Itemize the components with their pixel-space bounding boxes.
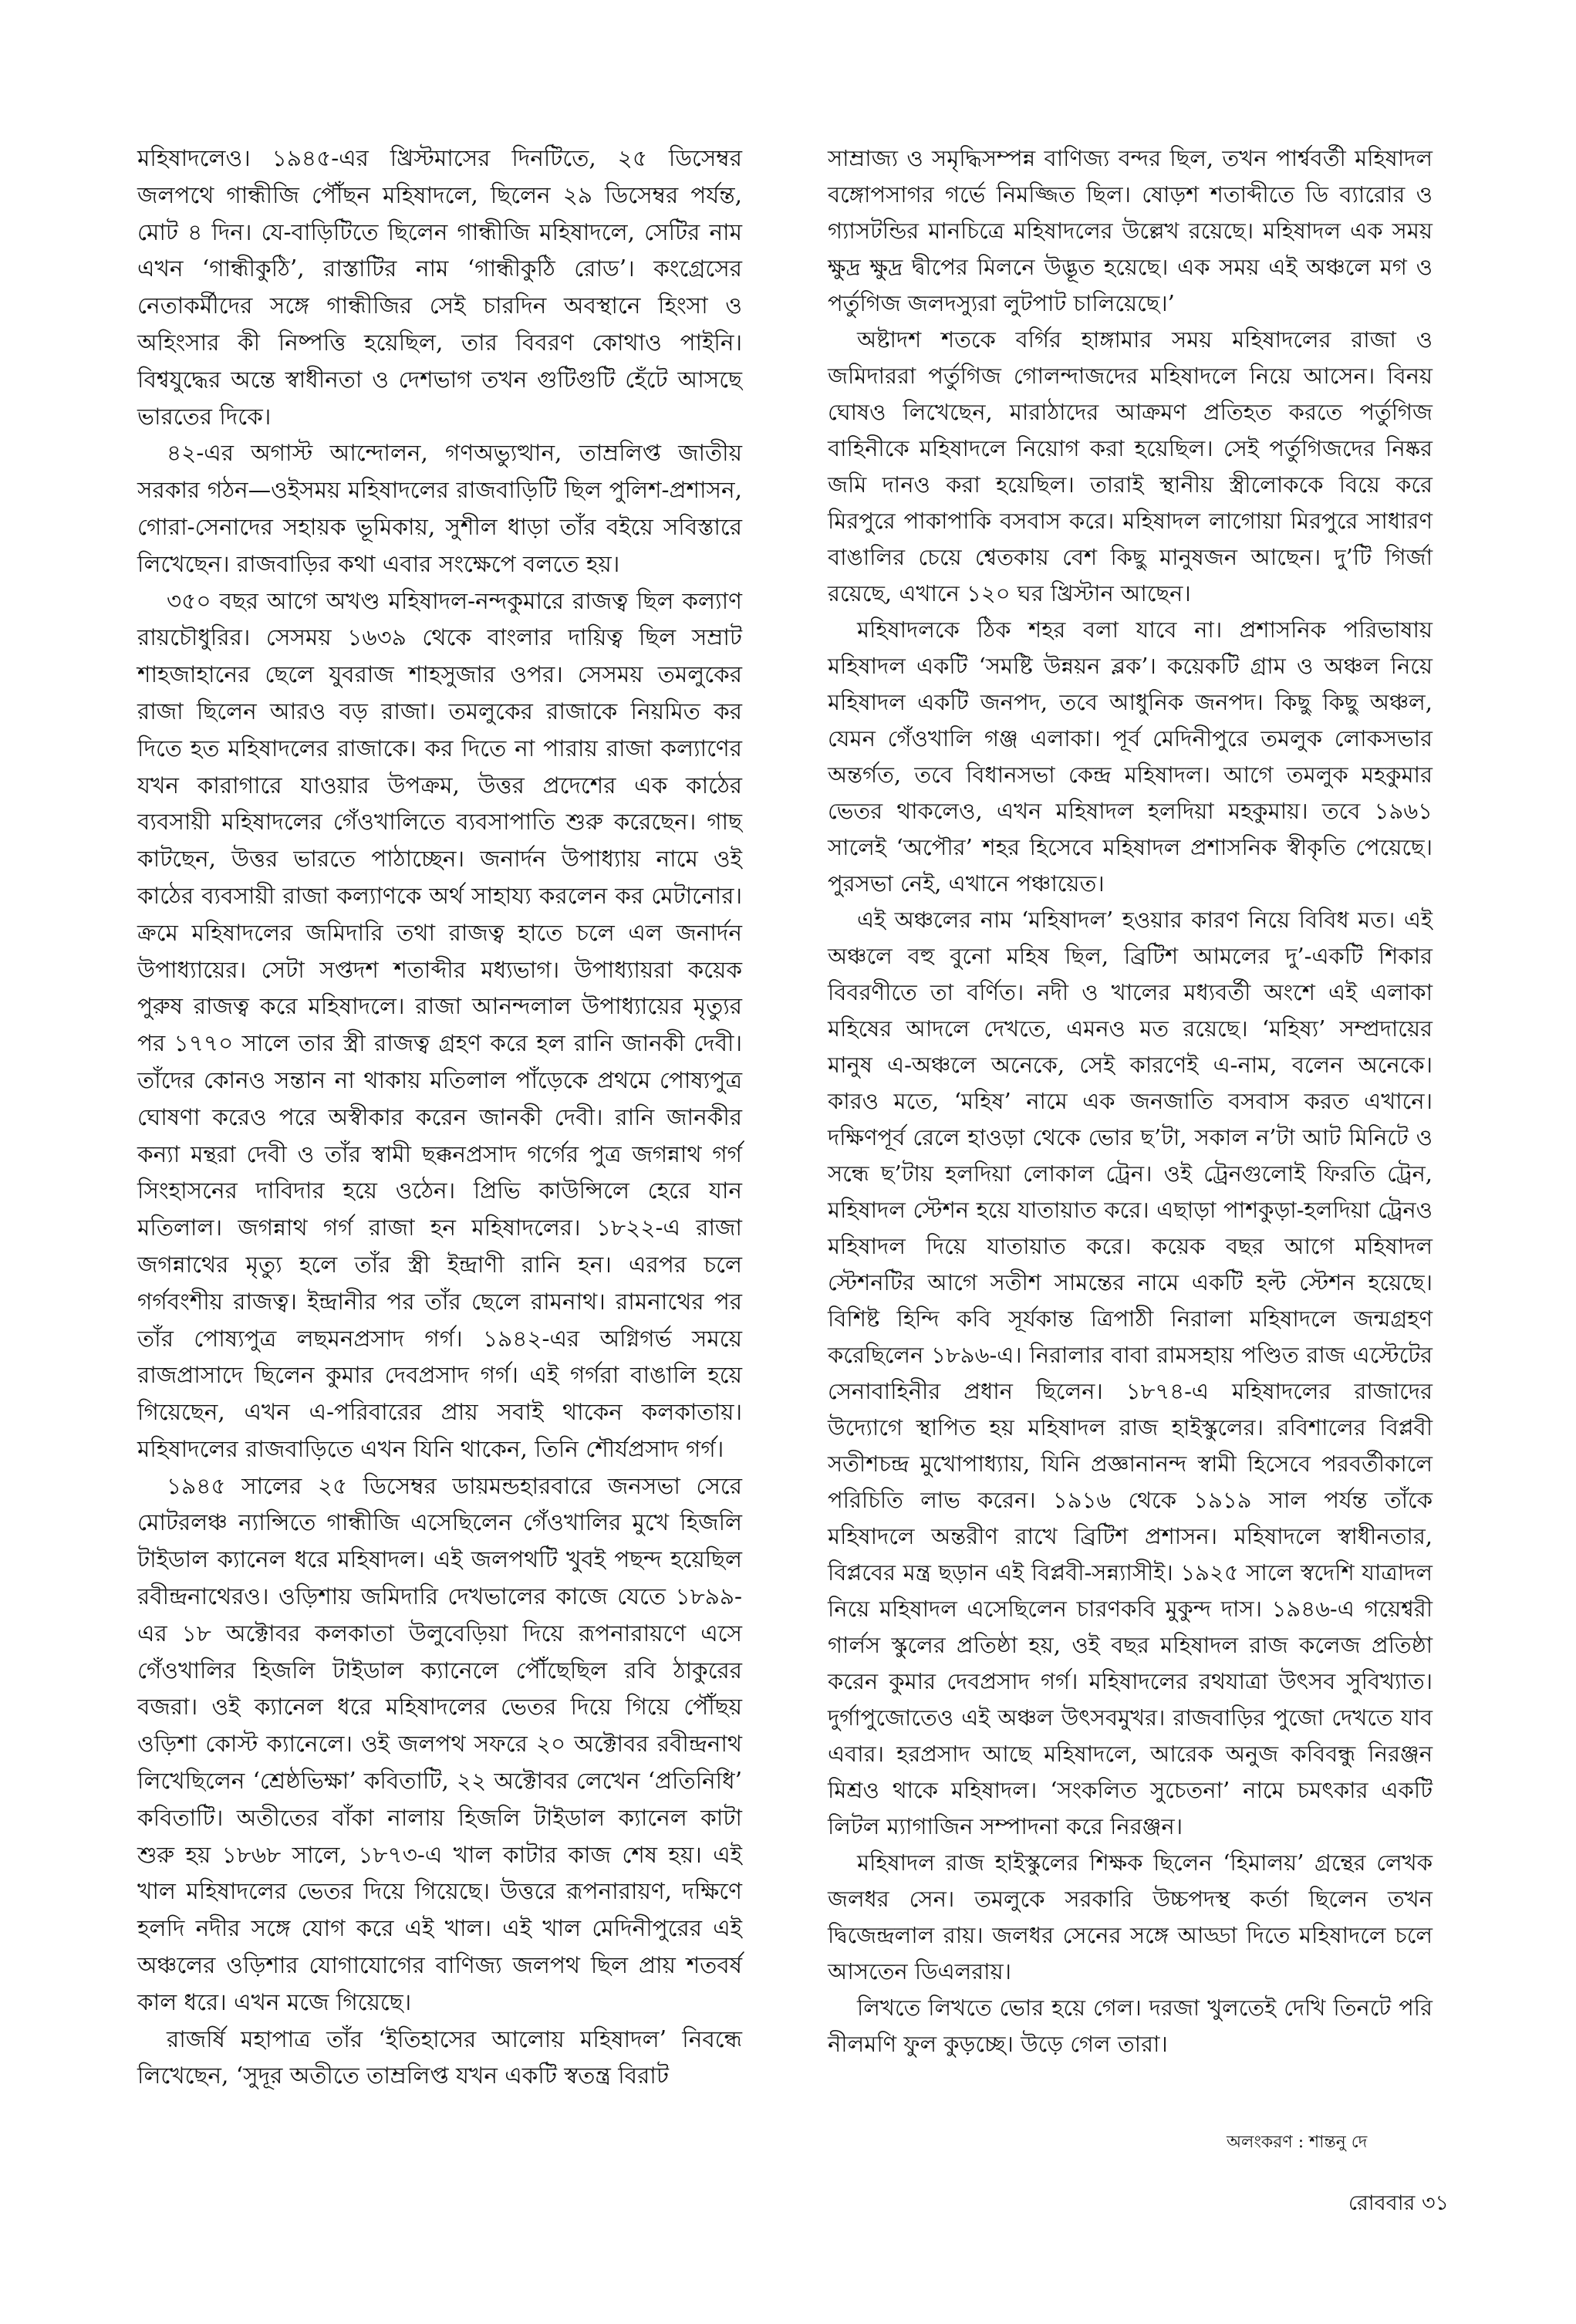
paragraph: লিখতে লিখতে ভোর হয়ে গেল। দরজা খুলতেই দেখি তিনটে পরি নীলমণি ফুল কুড়চ্ছে। উড়ে গেল তারা। bbox=[828, 1995, 1433, 2057]
paragraph: মহিষাদলকে ঠিক শহর বলা যাবে না। প্রশাসনিক পরিভাষায় মহিষাদল একটি ‘সমষ্টি উন্নয়ন ব্লক’। কয়েকটি গ্রাম ও অঞ্চল নিয়ে মহিষাদল একটি জনপদ, তবে আধুনিক জনপদ। কিছু কিছু অঞ্চল, যেমন গেঁওখালি গঞ্জ এলাকা। পূর্ব মেদিনীপুরে তমলুক লোকসভার অন্তর্গত, তবে বিধানসভা কেন্দ্র মহিষাদল। আগে তমলুক মহকুমার ভেতর থাকলেও, এখন মহিষাদল হলদিয়া মহকুমায়। তবে ১৯৬১ সালেই ‘অপৌর’ শহর হিসেবে মহিষাদল প্রশাসনিক স্বীকৃতি পেয়েছে। পুরসভা নেই, এখানে পঞ্চায়েত। bbox=[828, 616, 1433, 897]
paragraph: ৪২-এর অগাস্ট আন্দোলন, গণঅভ্যুত্থান, তাম্রলিপ্ত জাতীয় সরকার গঠন—ওইসময় মহিষাদলের রাজবাড়িটি ছিল পুলিশ-প্রশাসন, গোরা-সেনাদের সহায়ক ভূমিকায়, সুশীল ধাড়া তাঁর বইয়ে সবিস্তারে লিখেছেন। রাজবাড়ির কথা এবার সংক্ষেপে বলতে হয়। bbox=[137, 440, 742, 577]
illustration-credit: অলংকরণ : শান্তনু দে bbox=[1227, 2133, 1368, 2152]
page-footer: রোববার ৩১ bbox=[1348, 2191, 1449, 2215]
paragraph: সাম্রাজ্য ও সমৃদ্ধিসম্পন্ন বাণিজ্য বন্দর ছিল, তখন পার্শ্ববর্তী মহিষাদল বঙ্গোপসাগর গর্ভে নিমজ্জিত ছিল। ষোড়শ শতাব্দীতে ডি ব্যারোর ও গ্যাসটন্ডির মানচিত্রে মহিষাদলের উল্লেখ রয়েছে। মহিষাদল এক সময় ক্ষুদ্র ক্ষুদ্র দ্বীপের মিলনে উদ্ভূত হয়েছে। এক সময় এই অঞ্চলে মগ ও পর্তুগিজ জলদস্যুরা লুটপাট চালিয়েছে।’ bbox=[828, 145, 1433, 316]
paragraph: এই অঞ্চলের নাম ‘মহিষাদল’ হওয়ার কারণ নিয়ে বিবিধ মত। এই অঞ্চলে বহু বুনো মহিষ ছিল, ব্রিটিশ আমলের দু’-একটি শিকার বিবরণীতে তা বর্ণিত। নদী ও খালের মধ্যবর্তী অংশে এই এলাকা মহিষের আদলে দেখতে, এমনও মত রয়েছে। ‘মহিষ্য’ সম্প্রদায়ের মানুষ এ-অঞ্চলে অনেকে, সেই কারণেই এ-নাম, বলেন অনেকে। কারও মতে, ‘মহিষ’ নামে এক জনজাতি বসবাস করত এখানে। দক্ষিণপূর্ব রেলে হাওড়া থেকে ভোর ছ’টা, সকাল ন’টা আট মিনিটে ও সন্ধে ছ’টায় হলদিয়া লোকাল ট্রেন। ওই ট্রেনগুলোই ফিরতি ট্রেন, মহিষাদল স্টেশন হয়ে যাতায়াত করে। এছাড়া পাশকুড়া-হলদিয়া ট্রেনও মহিষাদল দিয়ে যাতায়াত করে। কয়েক বছর আগে মহিষাদল স্টেশনটির আগে সতীশ সামন্তের নামে একটি হল্ট স্টেশন হয়েছে। বিশিষ্ট হিন্দি কবি সূর্যকান্ত ত্রিপাঠী নিরালা মহিষাদলে জন্মগ্রহণ করেছিলেন ১৮৯৬-এ। নিরালার বাবা রামসহায় পণ্ডিত রাজ এস্টেটের সেনাবাহিনীর প্রধান ছিলেন। ১৮৭৪-এ মহিষাদলের রাজাদের উদ্যোগে স্থাপিত হয় মহিষাদল রাজ হাইস্কুলের। রবিশালের বিপ্লবী সতীশচন্দ্র মুখোপাধ্যায়, যিনি প্রজ্ঞানানন্দ স্বামী হিসেবে পরবর্তীকালে পরিচিতি লাভ করেন। ১৯১৬ থেকে ১৯১৯ সাল পর্যন্ত তাঁকে মহিষাদলে অন্তরীণ রাখে ব্রিটিশ প্রশাসন। মহিষাদলে স্বাধীনতার, বিপ্লবের মন্ত্র ছড়ান এই বিপ্লবী-সন্ন্যাসীই। ১৯২৫ সালে স্বদেশি যাত্রাদল নিয়ে মহিষাদল এসেছিলেন চারণকবি মুকুন্দ দাস। ১৯৪৬-এ গয়েশ্বরী গার্লস স্কুলের প্রতিষ্ঠা হয়, ওই বছর মহিষাদল রাজ কলেজ প্রতিষ্ঠা করেন কুমার দেবপ্রসাদ গর্গ। মহিষাদলের রথযাত্রা উৎসব সুবিখ্যাত। দুর্গাপুজোতেও এই অঞ্চল উৎসবমুখর। রাজবাড়ির পুজো দেখতে যাব এবার। হরপ্রসাদ আছে মহিষাদলে, আরেক অনুজ কবিবন্ধু নিরঞ্জন মিশ্রও থাকে মহিষাদল। ‘সংকলিত সুচেতনা’ নামে চমৎকার একটি লিটল ম্যাগাজিন সম্পাদনা করে নিরঞ্জন। bbox=[828, 907, 1433, 1839]
paragraph: অষ্টাদশ শতকে বর্গির হাঙ্গামার সময় মহিষাদলের রাজা ও জমিদাররা পর্তুগিজ গোলন্দাজদের মহিষাদলে নিয়ে আসেন। বিনয় ঘোষও লিখেছেন, মারাঠাদের আক্রমণ প্রতিহত করতে পর্তুগিজ বাহিনীকে মহিষাদলে নিয়োগ করা হয়েছিল। সেই পর্তুগিজদের নিষ্কর জমি দানও করা হয়েছিল। তারাই স্থানীয় স্ত্রীলোককে বিয়ে করে মিরপুরে পাকাপাকি বসবাস করে। মহিষাদল লাগোয়া মিরপুরে সাধারণ বাঙালির চেয়ে শ্বেতকায় বেশ কিছু মানুষজন আছেন। দু’টি গির্জা রয়েছে, এখানে ১২০ ঘর খ্রিস্টান আছেন। bbox=[828, 326, 1433, 606]
paragraph: ১৯৪৫ সালের ২৫ ডিসেম্বর ডায়মন্ডহারবারে জনসভা সেরে মোটরলঞ্চ ন্যান্সিতে গান্ধীজি এসেছিলেন গেঁওখালির মুখে হিজলি টাইডাল ক্যানেল ধরে মহিষাদল। এই জলপথটি খুবই পছন্দ হয়েছিল রবীন্দ্রনাথেরও। ওড়িশায় জমিদারি দেখভালের কাজে যেতে ১৮৯৯-এর ১৮ অক্টোবর কলকাতা উলুবেড়িয়া দিয়ে রূপনারায়ণে এসে গেঁওখালির হিজলি টাইডাল ক্যানেলে পৌঁছেছিল রবি ঠাকুরের বজরা। ওই ক্যানেল ধরে মহিষাদলের ভেতর দিয়ে গিয়ে পৌঁছয় ওড়িশা কোস্ট ক্যানেলে। ওই জলপথ সফরে ২০ অক্টোবর রবীন্দ্রনাথ লিখেছিলেন ‘শ্রেষ্ঠভিক্ষা’ কবিতাটি, ২২ অক্টোবর লেখেন ‘প্রতিনিধি’ কবিতাটি। অতীতের বাঁকা নালায় হিজলি টাইডাল ক্যানেল কাটা শুরু হয় ১৮৬৮ সালে, ১৮৭৩-এ খাল কাটার কাজ শেষ হয়। এই খাল মহিষাদলের ভেতর দিয়ে গিয়েছে। উত্তরে রূপনারায়ণ, দক্ষিণে হলদি নদীর সঙ্গে যোগ করে এই খাল। এই খাল মেদিনীপুরের এই অঞ্চলের ওড়িশার যোগাযোগের বাণিজ্য জলপথ ছিল প্রায় শতবর্ষ কাল ধরে। এখন মজে গিয়েছে। bbox=[137, 1472, 742, 2015]
paragraph: ৩৫০ বছর আগে অখণ্ড মহিষাদল-নন্দকুমারে রাজত্ব ছিল কল্যাণ রায়চৌধুরির। সেসময় ১৬৩৯ থেকে বাংলার দায়িত্ব ছিল সম্রাট শাহজাহানের ছেলে যুবরাজ শাহসুজার ওপর। সেসময় তমলুকের রাজা ছিলেন আরও বড় রাজা। তমলুকের রাজাকে নিয়মিত কর দিতে হত মহিষাদলের রাজাকে। কর দিতে না পারায় রাজা কল্যাণের যখন কারাগারে যাওয়ার উপক্রম, উত্তর প্রদেশের এক কাঠের ব্যবসায়ী মহিষাদলের গেঁওখালিতে ব্যবসাপাতি শুরু করেছেন। গাছ কাটছেন, উত্তর ভারতে পাঠাচ্ছেন। জনার্দন উপাধ্যায় নামে ওই কাঠের ব্যবসায়ী রাজা কল্যাণকে অর্থ সাহায্য করলেন কর মেটানোর। ক্রমে মহিষাদলের জমিদারি তথা রাজত্ব হাতে চলে এল জনার্দন উপাধ্যায়ের। সেটা সপ্তদশ শতাব্দীর মধ্যভাগ। উপাধ্যায়রা কয়েক পুরুষ রাজত্ব করে মহিষাদলে। রাজা আনন্দলাল উপাধ্যায়ের মৃত্যুর পর ১৭৭০ সালে তার স্ত্রী রাজত্ব গ্রহণ করে হল রানি জানকী দেবী। তাঁদের কোনও সন্তান না থাকায় মতিলাল পাঁড়েকে প্রথমে পোষ্যপুত্র ঘোষণা করেও পরে অস্বীকার করেন জানকী দেবী। রানি জানকীর কন্যা মন্থরা দেবী ও তাঁর স্বামী ছক্কনপ্রসাদ গর্গের পুত্র জগন্নাথ গর্গ সিংহাসনের দাবিদার হয়ে ওঠেন। প্রিভি কাউন্সিলে হেরে যান মতিলাল। জগন্নাথ গর্গ রাজা হন মহিষাদলের। ১৮২২-এ রাজা জগন্নাথের মৃত্যু হলে তাঁর স্ত্রী ইন্দ্রাণী রানি হন। এরপর চলে গর্গবংশীয় রাজত্ব। ইন্দ্রানীর পর তাঁর ছেলে রামনাথ। রামনাথের পর তাঁর পোষ্যপুত্র লছমনপ্রসাদ গর্গ। ১৯৪২-এর অগ্নিগর্ভ সময়ে রাজপ্রাসাদে ছিলেন কুমার দেবপ্রসাদ গর্গ। এই গর্গরা বাঙালি হয়ে গিয়েছেন, এখন এ-পরিবারের প্রায় সবাই থাকেন কলকাতায়। মহিষাদলের রাজবাড়িতে এখন যিনি থাকেন, তিনি শৌর্যপ্রসাদ গর্গ। bbox=[137, 587, 742, 1462]
paragraph: মহিষাদল রাজ হাইস্কুলের শিক্ষক ছিলেন ‘হিমালয়’ গ্রন্থের লেখক জলধর সেন। তমলুকে সরকারি উচ্চপদস্থ কর্তা ছিলেন তখন দ্বিজেন্দ্রলাল রায়। জলধর সেনের সঙ্গে আড্ডা দিতে মহিষাদলে চলে আসতেন ডিএলরায়। bbox=[828, 1849, 1433, 1985]
paragraph: রাজর্ষি মহাপাত্র তাঁর ‘ইতিহাসের আলোয় মহিষাদল’ নিবন্ধে লিখেছেন, ‘সুদূর অতীতে তাম্রলিপ্ত যখন একটি স্বতন্ত্র বিরাট bbox=[137, 2025, 742, 2089]
article-column-left bbox=[137, 140, 742, 2095]
article-column-right bbox=[828, 140, 1433, 2062]
paragraph: মহিষাদলেও। ১৯৪৫-এর খ্রিস্টমাসের দিনটিতে, ২৫ ডিসেম্বর জলপথে গান্ধীজি পৌঁছন মহিষাদলে, ছিলেন ২৯ ডিসেম্বর পর্যন্ত, মোট ৪ দিন। যে-বাড়িটিতে ছিলেন গান্ধীজি মহিষাদলে, সেটির নাম এখন ‘গান্ধীকুঠি’, রাস্তাটির নাম ‘গান্ধীকুঠি রোড’। কংগ্রেসের নেতাকর্মীদের সঙ্গে গান্ধীজির সেই চারদিন অবস্থানে হিংসা ও অহিংসার কী নিষ্পত্তি হয়েছিল, তার বিবরণ কোথাও পাইনি। বিশ্বযুদ্ধের অন্তে স্বাধীনতা ও দেশভাগ তখন গুটিগুটি হেঁটে আসছে ভারতের দিকে। bbox=[137, 145, 742, 430]
